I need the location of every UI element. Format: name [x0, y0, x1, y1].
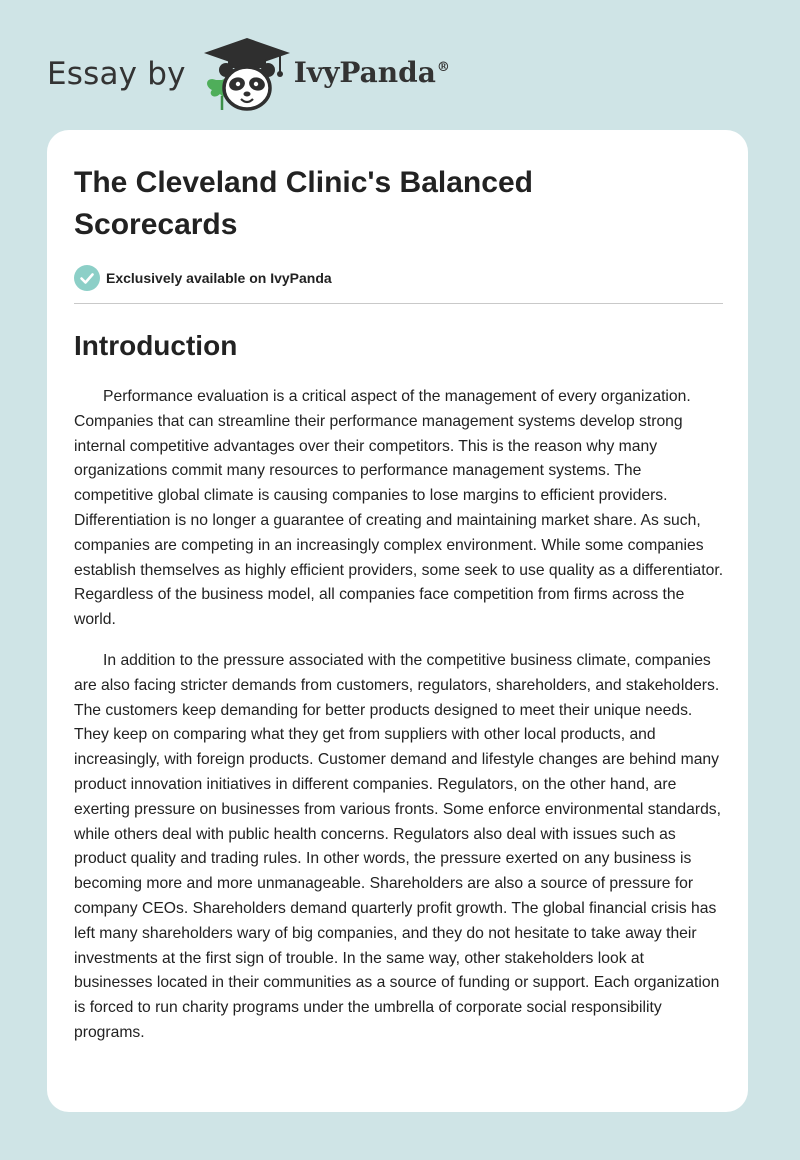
paragraph: Performance evaluation is a critical aspect of the management of every organization. Companies that can streamline their performance management systems develop strong internal competitive advantages over their competitors. This is the reason why many organizations commit many resources to performance management systems. The competitive global climate is causing companies to lose margins to efficient providers. Differentiation is no longer a guarantee of creating and maintaining market share. As such, companies are competing in an increasingly complex environment. While some companies establish themselves as highly efficient providers, some seek to use quality as a differentiator. Regardless of the business model, all companies face competition from firms across the world.	[74, 388, 724, 629]
site-header	[47, 34, 450, 114]
section-heading: Introduction	[74, 330, 238, 361]
essay-title: The Cleveland Clinic's Balanced Scorecards	[74, 166, 533, 241]
essay-card	[47, 130, 748, 1112]
exclusive-badge	[74, 264, 722, 292]
panda-graduate-logo-icon[interactable]	[202, 36, 292, 112]
title-divider	[74, 303, 723, 304]
paragraph: In addition to the pressure associated with the competitive business climate, companies are also facing stricter demands from customers, regulators, shareholders, and stakeholders. The customers keep demanding for better products designed to meet their unique needs. They keep on comparing what they get from suppliers with other local products, and increasingly, with foreign products. Customer demand and lifestyle changes are behind many product innovation initiatives in different companies. Regulators, on the other hand, are exerting pressure on businesses from various fronts. Some enforce environmental standards, while others deal with public health concerns. Regulators also deal with issues such as product quality and trading rules. In other words, the pressure exerted on any business is becoming more and more unmanageable. Shareholders are also a source of pressure for company CEOs. Shareholders demand quarterly profit growth. The global financial crisis has left many shareholders wary of big companies, and they do not hesitate to take away their investments at the first sign of trouble. In the same way, other stakeholders look at businesses located in their communities as a source of funding or support. Each organization is forced to run charity programs under the umbrella of corporate social responsibility programs.	[74, 651, 721, 1041]
brand-name[interactable]	[294, 56, 450, 89]
registered-mark: ®	[436, 60, 450, 76]
exclusive-badge-text: Exclusively available on IvyPanda	[106, 270, 332, 286]
brand-prefix: Essay by	[47, 56, 186, 92]
check-circle-icon	[74, 265, 100, 291]
brand-name-text: IvyPanda	[293, 55, 436, 89]
